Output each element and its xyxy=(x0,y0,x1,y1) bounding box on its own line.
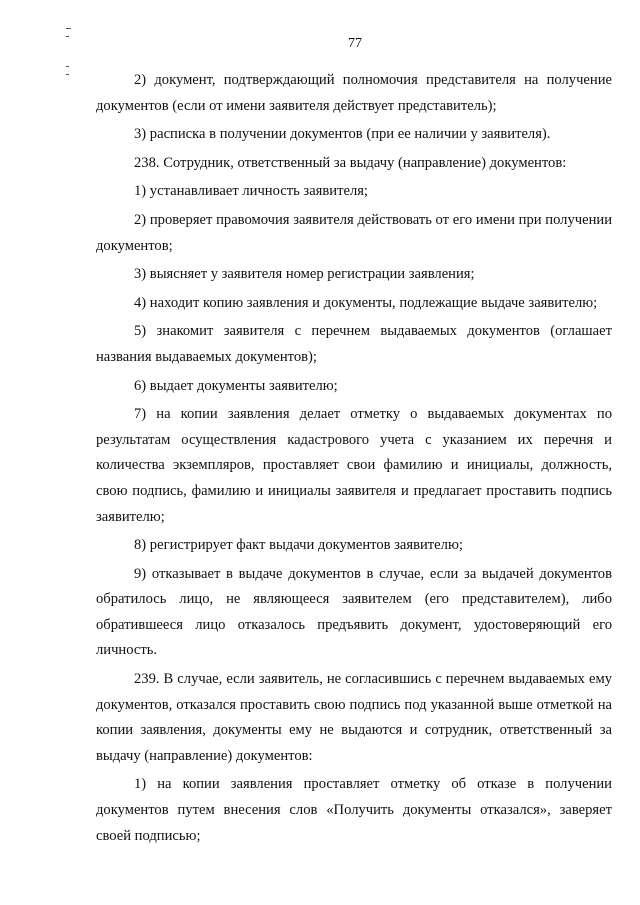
paragraph-239-item-1-refusal-mark: 1) на копии заявления проставляет отметку об отказе в получении документов путем внесения слов «Получить документы отказался», заверяет своей подписью; xyxy=(96,776,612,844)
paragraph-item-9-refuse: 9) отказывает в выдаче документов в случае, если за выдачей документов обратилось лицо, не являющееся заявителем (его представителем), либо обратившееся лицо отказалось предъявить документ, удостоверяющий его личность. xyxy=(96,565,612,659)
paragraph-item-6-issue-documents: 6) выдает документы заявителю; xyxy=(134,377,338,394)
paragraph-item-7-mark-copy: 7) на копии заявления делает отметку о выдаваемых документах по результатам осуществления кадастрового учета с указанием их перечня и количества экземпляров, проставляет свои фамилию и инициалы, должность, свою подпись, фамилию и инициалы заявителя и предлагает проставить подпись заявителю; xyxy=(96,406,612,525)
page-number: 77 xyxy=(348,36,362,51)
paragraph-item-5-list-documents: 5) знакомит заявителя с перечнем выдаваемых документов (оглашает названия выдаваемых документов); xyxy=(96,323,612,365)
paragraph-238-heading: 238. Сотрудник, ответственный за выдачу (направление) документов: xyxy=(134,154,567,171)
paragraph-239-heading: 239. В случае, если заявитель, не согласившись с перечнем выдаваемых ему документов, отказался проставить свою подпись под указанной выше отметкой на копии заявления, документы ему не выдаются и сотрудник, ответственный за выдачу (направление) документов: xyxy=(96,671,612,764)
paragraph-item-3-registration-number: 3) выясняет у заявителя номер регистрации заявления; xyxy=(134,266,475,283)
paragraph-item-8-register-fact: 8) регистрирует факт выдачи документов заявителю; xyxy=(134,537,463,554)
paragraph-item-1-identity: 1) устанавливает личность заявителя; xyxy=(134,183,368,200)
paragraph-item-3-receipt: 3) расписка в получении документов (при ее наличии у заявителя). xyxy=(134,126,551,143)
binding-margin-marks xyxy=(64,24,76,84)
paragraph-item-2-check-authority: 2) проверяет правомочия заявителя действовать от его имени при получении документов; xyxy=(96,211,612,254)
paragraph-item-4-find-copy: 4) находит копию заявления и документы, подлежащие выдаче заявителю; xyxy=(134,294,598,311)
paragraph-item-2-document-authority: 2) документ, подтверждающий полномочия представителя на получение документов (если от имени заявителя действует представитель); xyxy=(96,72,612,114)
document-body xyxy=(96,68,612,852)
